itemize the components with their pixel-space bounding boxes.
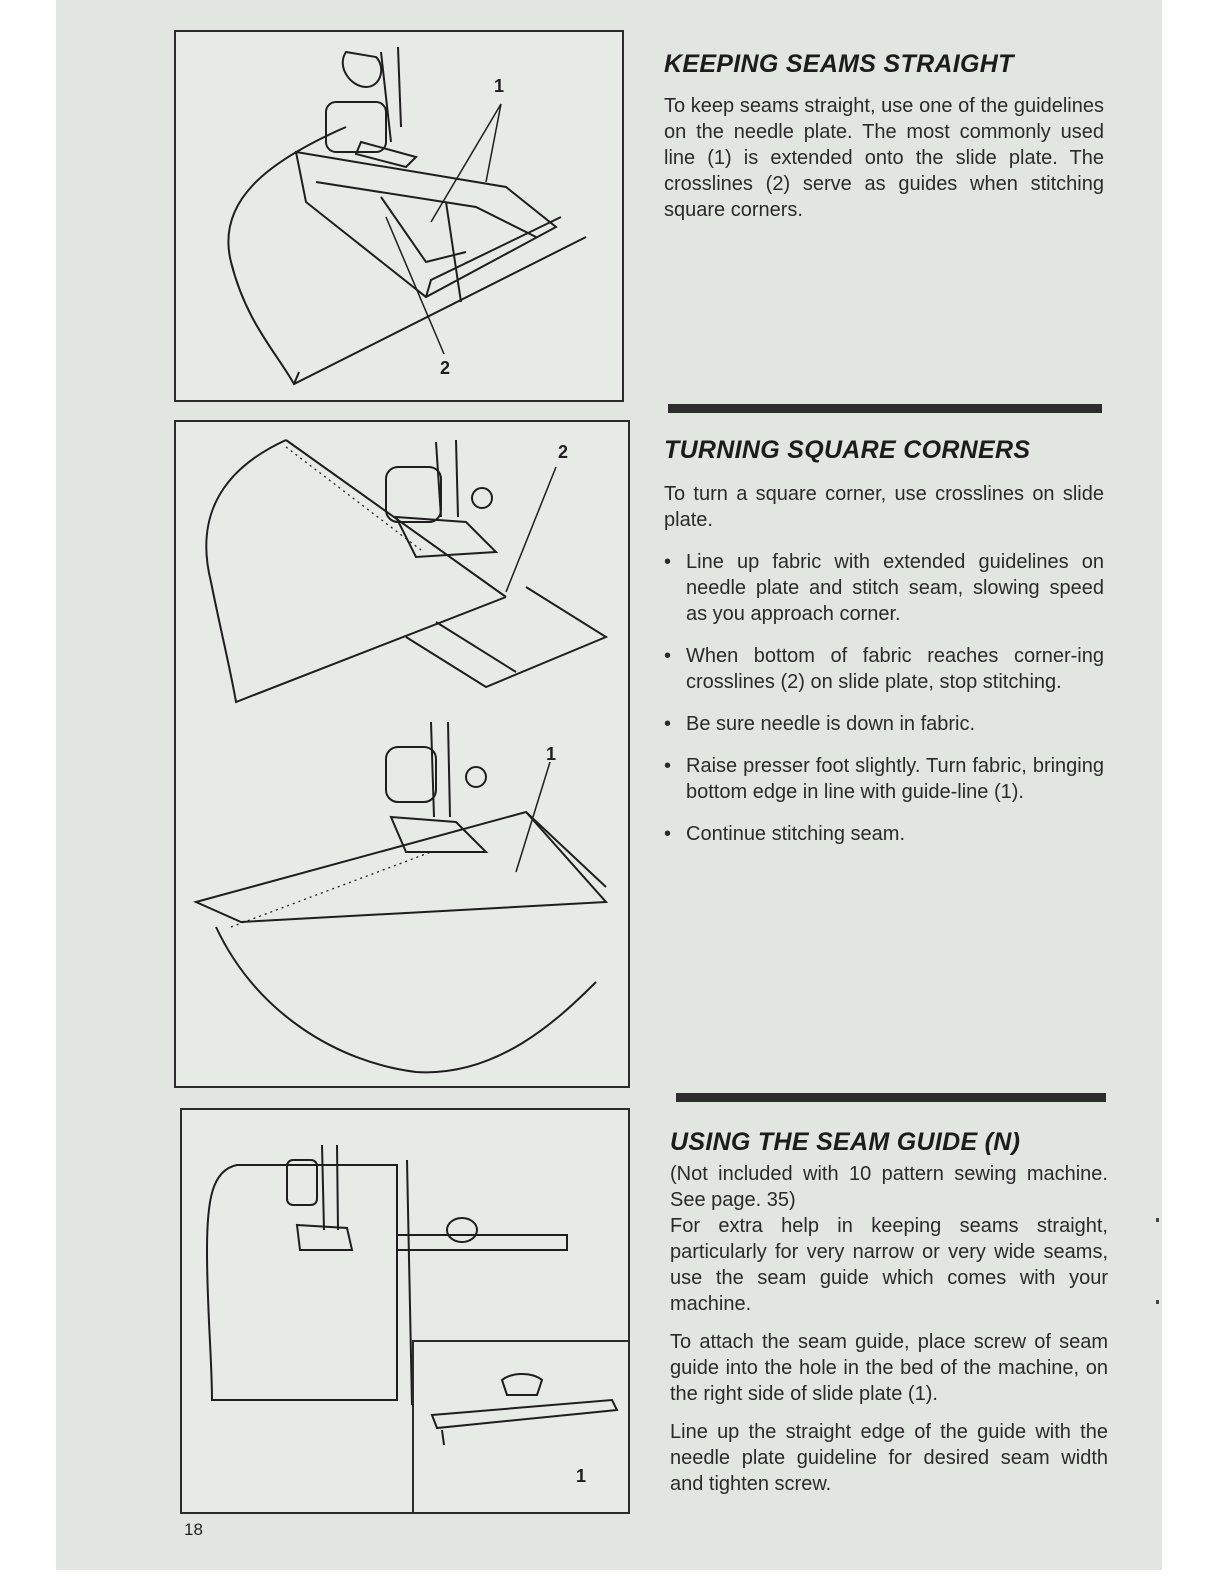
square-corner-illustration [176, 422, 628, 1086]
callout-1: 1 [576, 1466, 587, 1486]
section-paragraph: To attach the seam guide, place screw of seam guide into the hole in the bed of the machine, on the right side of slide plate (1). [670, 1331, 1108, 1405]
manual-page [56, 0, 1162, 1570]
section-using-seam-guide [670, 1128, 1108, 1497]
list-item: • Be sure needle is down in fabric. [664, 713, 976, 735]
figure-turning-square-corners [174, 420, 630, 1088]
list-item: • Raise presser foot slightly. Turn fabric, bringing bottom edge in line with guide-line (1). [664, 755, 1104, 803]
callout-1: 1 [546, 744, 557, 764]
section-paragraph: Line up the straight edge of the guide with the needle plate guideline for desired seam width and tighten screw. [670, 1421, 1108, 1495]
section-divider [668, 404, 1102, 413]
callout-2: 2 [558, 442, 569, 462]
callout-2: 2 [440, 358, 451, 378]
seam-guideline-illustration [176, 32, 622, 400]
list-item: • When bottom of fabric reaches corner-ing crosslines (2) on slide plate, stop stitching. [664, 645, 1104, 693]
scan-speck [1156, 1218, 1159, 1222]
scan-speck [1156, 1300, 1159, 1304]
section-title: TURNING SQUARE CORNERS [664, 436, 1031, 464]
section-divider [676, 1093, 1106, 1102]
figure-seam-guide [180, 1108, 630, 1514]
figure-keeping-seams-straight [174, 30, 624, 402]
section-keeping-seams-straight [664, 50, 1104, 223]
section-title: KEEPING SEAMS STRAIGHT [664, 50, 1014, 78]
section-note: (Not included with 10 pattern sewing machine. See page. 35) [670, 1163, 1108, 1211]
section-intro: To turn a square corner, use crosslines on slide plate. [664, 483, 1104, 531]
list-item: • Continue stitching seam. [664, 823, 906, 845]
section-body: To keep seams straight, use one of the guidelines on the needle plate. The most commonly used line (1) is extended onto the slide plate. The crosslines (2) serve as guides when stitching square corners. [664, 95, 1104, 221]
section-title: USING THE SEAM GUIDE (N) [670, 1128, 1021, 1156]
seam-guide-inset [412, 1340, 628, 1514]
section-turning-square-corners [664, 436, 1104, 847]
page-number: 18 [184, 1520, 203, 1539]
section-paragraph: For extra help in keeping seams straight, particularly for very narrow or very wide seams, use the seam guide which comes with your machine. [670, 1215, 1108, 1315]
list-item: • Line up fabric with extended guidelines on needle plate and stitch seam, slowing speed as you approach corner. [664, 551, 1104, 625]
callout-1: 1 [494, 76, 505, 96]
